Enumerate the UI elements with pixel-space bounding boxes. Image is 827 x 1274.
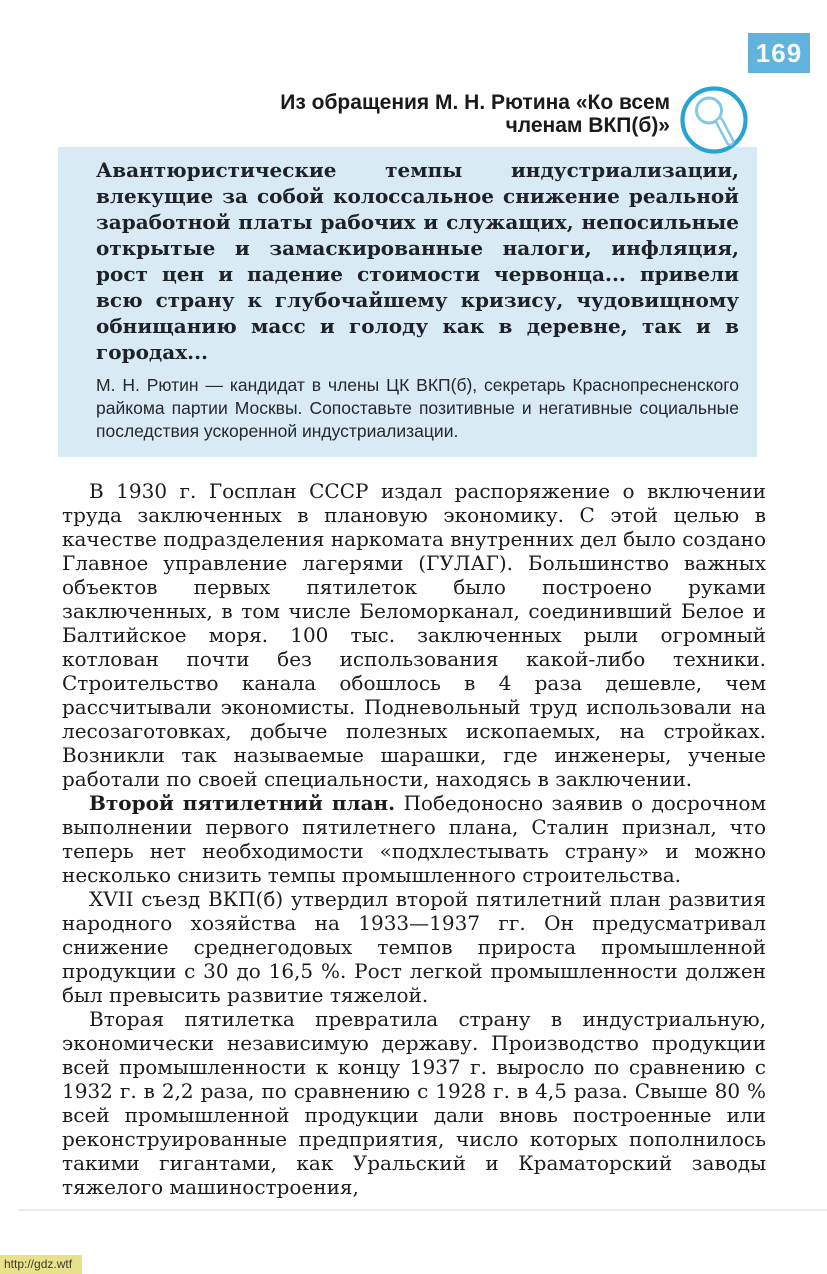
quote-box — [58, 147, 757, 457]
paragraph-lead: Второй пятилетний план. — [89, 791, 396, 815]
section-heading: Из обращения М. Н. Рютина «Ко всем членам ВКП(б)» — [280, 91, 670, 137]
quote-text: Авантюристические темпы индустриализации, влекущие за собой колоссальное снижение реальной заработной платы рабочих и служащих, непосильные открытые и замаскированные налоги, инфляция, рост цен и падение стоимости червонца... привели всю страну к глубочайшему кризису, чудовищному обнищанию масс и голоду как в деревне, так и в городах... — [96, 158, 739, 364]
paragraph — [62, 791, 766, 887]
paragraph-text: Вторая пятилетка превратила страну в индустриальную, экономически независимую державу. Производство продукции всей промышленности к концу 1937 г. выросло по сравнению с 1932 г. в 2,2 раза, по сравнению с 1928 г. в 4,5 раза. Свыше 80 % всей промышленной продукции дали вновь построенные или реконструированные предприятия, число которых пополнилось такими гигантами, как Уральский и Краматорский заводы тяжелого машиностроения, — [62, 1007, 766, 1199]
paragraph-text: XVII съезд ВКП(б) утвердил второй пятилетний план развития народного хозяйства на 1933—1937 гг. Он предусматривал снижение среднегодовых темпов прироста промышленной продукции с 30 до 16,5 %. Рост легкой промышленности должен был превысить развитие тяжелой. — [62, 887, 766, 1007]
page-number-badge: 169 — [748, 33, 810, 73]
paragraph — [62, 1007, 766, 1199]
paragraph-text: В 1930 г. Госплан СССР издал распоряжение о включении труда заключенных в плановую экономику. С этой целью в качестве подразделения наркомата внутренних дел было создано Главное управление лагерями (ГУЛАГ). Большинство важных объектов первых пятилеток было построено руками заключенных, в том числе Беломорканал, соединивший Белое и Балтийское моря. 100 тыс. заключенных рыли огромный котлован почти без использования какой-либо техники. Строительство канала обошлось в 4 раза дешевле, чем рассчитывали экономисты. Подневольный труд использовали на лесозаготовках, добыче полезных ископаемых, на стройках. Возникли так называемые шарашки, где инженеры, ученые работали по своей специальности, находясь в заключении. — [62, 479, 766, 791]
paragraph-text: Победоносно заявив о досрочном выполнении первого пятилетнего плана, Сталин признал, что теперь нет необходимости «подхлестывать страну» и можно несколько снизить темпы промышленного строительства. — [62, 791, 767, 887]
quote-caption: М. Н. Рютин — кандидат в члены ЦК ВКП(б), секретарь Краснопресненского райкома партии Москвы. Сопоставьте позитивные и негативные социальные последствия ускоренной индустриализации. — [96, 375, 739, 441]
watermark: http://gdz.wtf — [0, 1255, 82, 1274]
page-bottom-divider — [18, 1209, 827, 1211]
magnifier-icon — [679, 85, 749, 155]
body-text — [62, 479, 766, 1199]
paragraph — [62, 887, 766, 1007]
paragraph — [62, 479, 766, 791]
